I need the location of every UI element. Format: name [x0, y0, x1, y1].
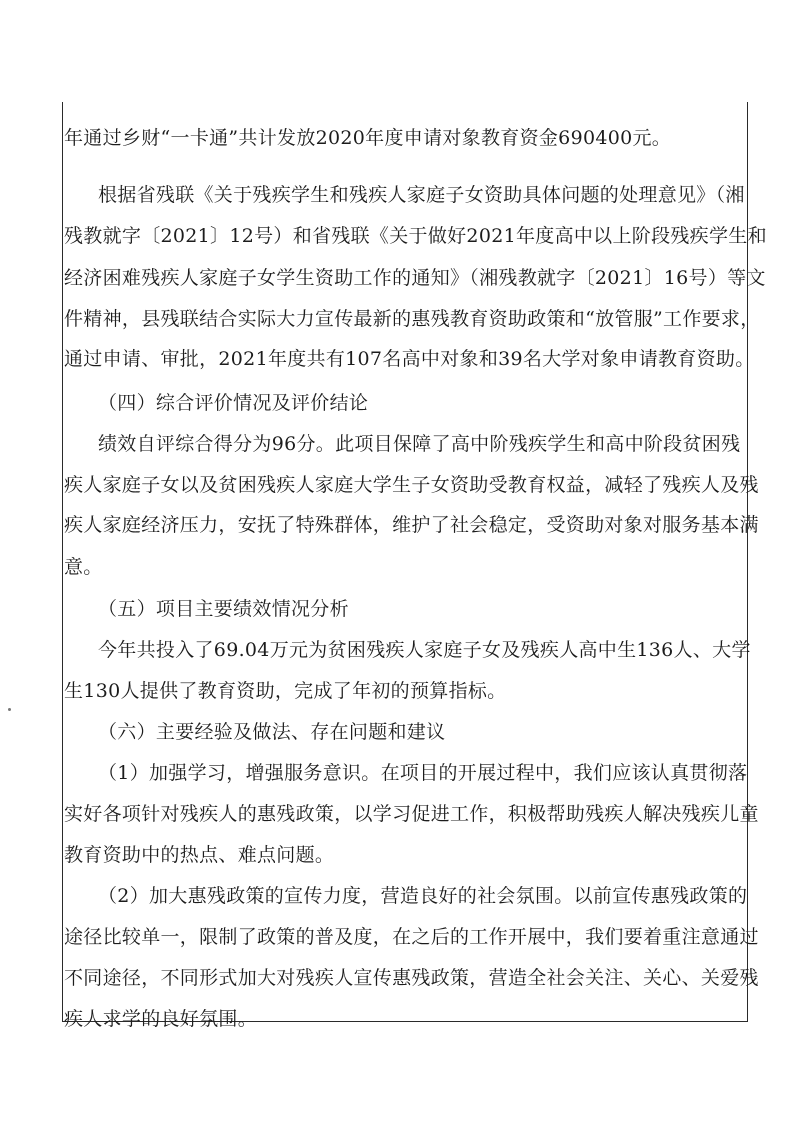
paragraph-start: （1）加强学习，增强服务意识。在项目的开展过程中，我们应该认真贯彻落 — [98, 762, 748, 784]
text-line: 疾人求学的良好氛围。 — [64, 1008, 258, 1030]
text-line: 年通过乡财“一卡通”共计发放2020年度申请对象教育资金690400元。 — [64, 127, 672, 149]
text-line: 不同途径，不同形式加大对残疾人宣传惠残政策，营造全社会关注、关心、关爱残 — [64, 967, 759, 989]
paragraph-start: 绩效自评综合得分为96分。此项目保障了高中阶残疾学生和高中阶段贫困残 — [98, 433, 741, 455]
text-line: 件精神，县残联结合实际大力宣传最新的惠残教育资助政策和“放管服”工作要求， — [64, 308, 760, 330]
section-heading: （六）主要经验及做法、存在问题和建议 — [98, 721, 446, 743]
paragraph-start: 根据省残联《关于残疾学生和残疾人家庭子女资助具体问题的处理意见》（湘 — [98, 184, 745, 206]
text-line: 途径比较单一，限制了政策的普及度，在之后的工作开展中，我们要着重注意通过 — [64, 926, 759, 948]
text-line: 生130人提供了教育资助，完成了年初的预算指标。 — [64, 680, 507, 702]
section-heading: （四）综合评价情况及评价结论 — [98, 392, 369, 414]
text-line: 意。 — [64, 556, 103, 578]
text-line: 疾人家庭经济压力，安抚了特殊群体，维护了社会稳定，受资助对象对服务基本满 — [64, 514, 759, 536]
section-heading: （五）项目主要绩效情况分析 — [98, 598, 349, 620]
text-line: 疾人家庭子女以及贫困残疾人家庭大学生子女资助受教育权益，减轻了残疾人及残 — [64, 474, 759, 496]
text-line: 经济困难残疾人家庭子女学生资助工作的通知》（湘残教就字〔2021〕16号）等文 — [64, 267, 766, 289]
text-line: 通过申请、审批，2021年度共有107名高中对象和39名大学对象申请教育资助。 — [64, 348, 755, 370]
paragraph-start: （2）加大惠残政策的宣传力度，营造良好的社会氛围。以前宣传惠残政策的 — [98, 885, 748, 907]
paragraph-start: 今年共投入了69.04万元为贫困残疾人家庭子女及残疾人高中生136人、大学 — [98, 639, 751, 661]
text-line: 教育资助中的热点、难点问题。 — [64, 844, 335, 866]
text-line: 残教就字〔2021〕12号）和省残联《关于做好2021年度高中以上阶段残疾学生和 — [64, 225, 767, 247]
text-line: 实好各项针对残疾人的惠残政策，以学习促进工作，积极帮助残疾人解决残疾儿童 — [64, 803, 759, 825]
scan-speck — [8, 708, 11, 711]
